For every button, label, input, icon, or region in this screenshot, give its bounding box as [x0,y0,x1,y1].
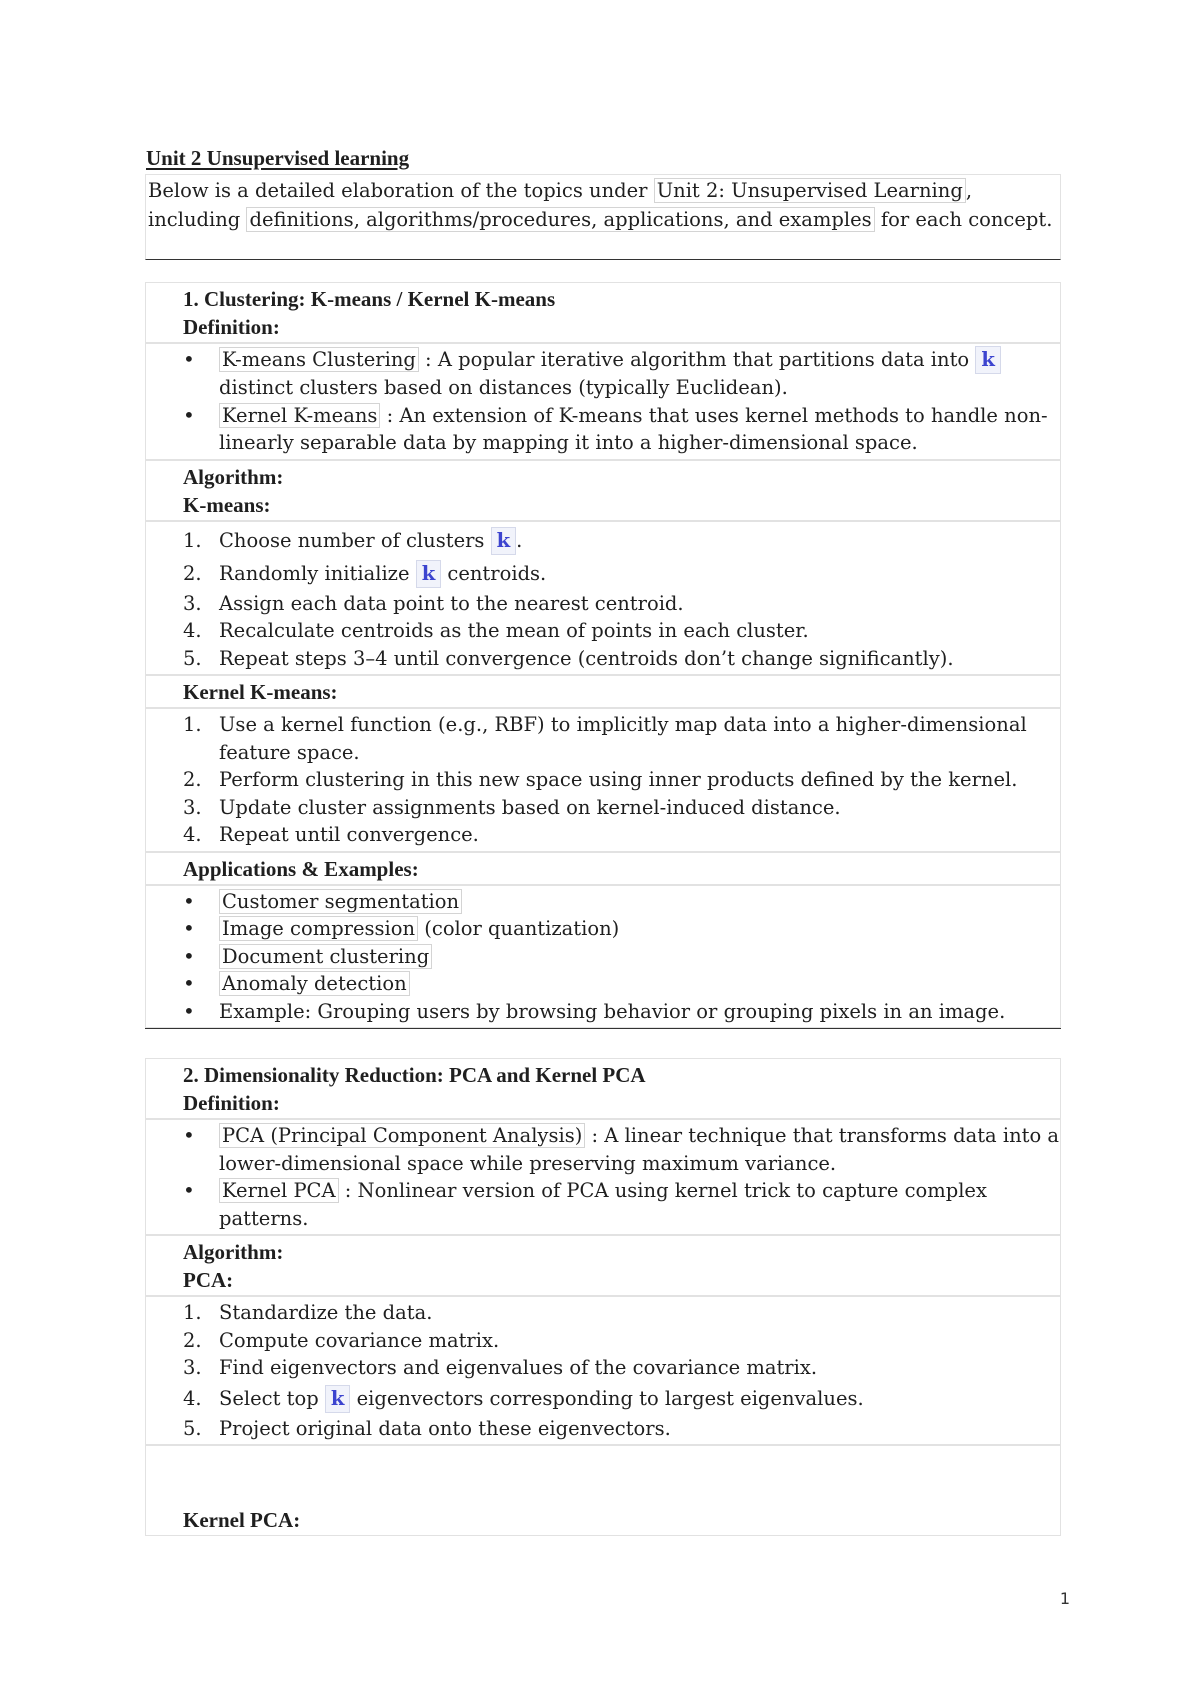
term-highlight: Kernel K-means [219,403,380,428]
step-text: Compute covariance matrix. [219,1328,500,1352]
algorithm-label: Algorithm: [183,1240,284,1264]
bullet: • [183,998,195,1023]
list-item [183,617,1060,645]
step-text: Recalculate centroids as the mean of points in each cluster. [219,619,809,642]
bullet: • [183,888,195,913]
step-number: 3. [183,795,202,819]
k-variable: k [416,560,442,588]
definition-list [145,1119,1061,1235]
applications-label: Applications & Examples: [183,856,419,881]
intro-suffix: for each concept. [874,208,1053,231]
step-number: 3. [183,591,202,615]
term-highlight: Document clustering [219,944,432,969]
definition-text: distinct clusters based on distances (typically Euclidean). [219,376,788,399]
section-heading: 1. Clustering: K-means / Kernel K-means [183,287,556,311]
list-item [183,590,1060,618]
step-text: Repeat steps 3–4 until convergence (centroids don’t change significantly). [219,646,954,670]
kmeans-steps [145,521,1061,676]
list-item [183,524,1060,557]
list-item [183,711,1060,766]
term-highlight: Kernel PCA [219,1178,339,1203]
kernel-pca-label: Kernel PCA: [183,1508,301,1532]
step-number: 3. [183,1356,202,1379]
step-text: Use a kernel function (e.g., RBF) to implicitly map data into a higher-dimensional feature space. [219,713,1027,764]
bullet: • [183,1178,195,1202]
list-item [183,1122,1060,1177]
kernel-kmeans-label: Kernel K-means: [183,680,338,704]
list-item [183,645,1060,673]
kmeans-label: K-means: [183,492,271,517]
section-clustering [145,282,1061,1029]
term-highlight: K-means Clustering [219,347,419,372]
blank-space [183,1448,1060,1506]
bullet: • [183,943,195,968]
step-text: Find eigenvectors and eigenvalues of the covariance matrix. [219,1356,818,1379]
step-text: Perform clustering in this new space using inner products defined by the kernel. [219,768,1018,791]
list-item [183,943,1060,971]
definition-text: : A linear technique that transforms data into a lower-dimensional space while preserving maximum variance. [219,1124,1060,1175]
list-item [183,1299,1060,1327]
pca-label: PCA: [183,1268,234,1292]
page-number: 1 [1059,1589,1070,1608]
term-highlight: PCA (Principal Component Analysis) [219,1123,585,1148]
kernel-kmeans-steps [145,708,1061,852]
list-item [183,794,1060,822]
step-text: Assign each data point to the nearest centroid. [219,591,684,615]
step-number: 2. [183,561,202,585]
section-dimensionality-reduction [145,1058,1061,1536]
step-number: 5. [183,646,202,670]
step-text: Select top [219,1386,325,1410]
list-item [183,1382,1060,1415]
definition-label: Definition: [183,315,280,339]
definition-text: : An extension of K-means that uses kernel methods to handle non-linearly separable data by mapping it into a higher-dimensional space. [219,403,1048,454]
step-number: 1. [183,1301,202,1324]
step-text: Repeat until convergence. [219,823,479,846]
section-heading: 2. Dimensionality Reduction: PCA and Kernel PCA [183,1063,646,1087]
k-variable: k [491,527,517,555]
step-text: Standardize the data. [219,1301,433,1324]
step-text: Update cluster assignments based on kernel-induced distance. [219,795,841,819]
list-item [183,998,1060,1026]
term-highlight: Customer segmentation [219,889,462,914]
step-number: 4. [183,619,202,642]
k-variable: k [325,1385,351,1413]
pca-heading-block [145,1058,1061,1119]
step-number: 5. [183,1416,202,1440]
step-text: eigenvectors corresponding to largest eigenvalues. [350,1386,864,1410]
intro-prefix: Below is a detailed elaboration of the topics under [148,179,654,202]
term-highlight: Image compression [219,916,418,941]
bullet: • [183,916,195,940]
definition-list [145,343,1061,460]
step-number: 1. [183,713,202,736]
kernel-kmeans-heading-block [145,675,1061,708]
pca-algorithm-heading-block [145,1235,1061,1296]
definition-text: : A popular iterative algorithm that partitions data into [418,348,976,371]
step-text: Randomly initialize [219,561,416,585]
pca-steps [145,1296,1061,1445]
k-variable: k [975,346,1001,374]
step-text: . [516,528,523,552]
list-item [183,766,1060,794]
list-item [183,1327,1060,1355]
list-item [183,557,1060,590]
step-number: 2. [183,768,202,791]
list-item [183,970,1060,998]
definition-label: Definition: [183,1091,280,1115]
bullet: • [183,971,195,995]
step-text: Choose number of clusters [219,528,491,552]
intro-middle: , including [148,179,973,231]
term-highlight: Anomaly detection [219,971,410,996]
clustering-heading-block [145,282,1061,343]
intro-topics-highlight: definitions, algorithms/procedures, applications, and examples [246,207,874,232]
list-item [183,888,1060,916]
list-item [183,915,1060,943]
step-number: 4. [183,823,202,846]
kernel-pca-heading-block [145,1445,1061,1536]
algorithm-heading-block [145,460,1061,521]
list-item [183,1415,1060,1443]
applications-heading-block [145,852,1061,885]
step-number: 1. [183,528,202,552]
list-item [183,1177,1060,1232]
intro-paragraph [145,174,1061,260]
step-text: Project original data onto these eigenvectors. [219,1416,671,1440]
intro-unit-highlight: Unit 2: Unsupervised Learning [654,178,966,203]
list-item [183,402,1060,457]
list-item [183,1354,1060,1382]
application-text: Example: Grouping users by browsing behavior or grouping pixels in an image. [219,999,1006,1023]
step-text: centroids. [441,561,547,585]
application-text: (color quantization) [418,917,620,940]
page-title: Unit 2 Unsupervised learning [146,146,410,170]
algorithm-label: Algorithm: [183,464,284,489]
list-item [183,346,1060,402]
list-item [183,821,1060,849]
applications-list [145,885,1061,1029]
bullet: • [183,347,195,371]
bullet: • [183,402,195,427]
step-number: 2. [183,1328,202,1352]
step-number: 4. [183,1386,202,1410]
bullet: • [183,1123,195,1147]
definition-text: : Nonlinear version of PCA using kernel trick to capture complex patterns. [219,1179,987,1230]
